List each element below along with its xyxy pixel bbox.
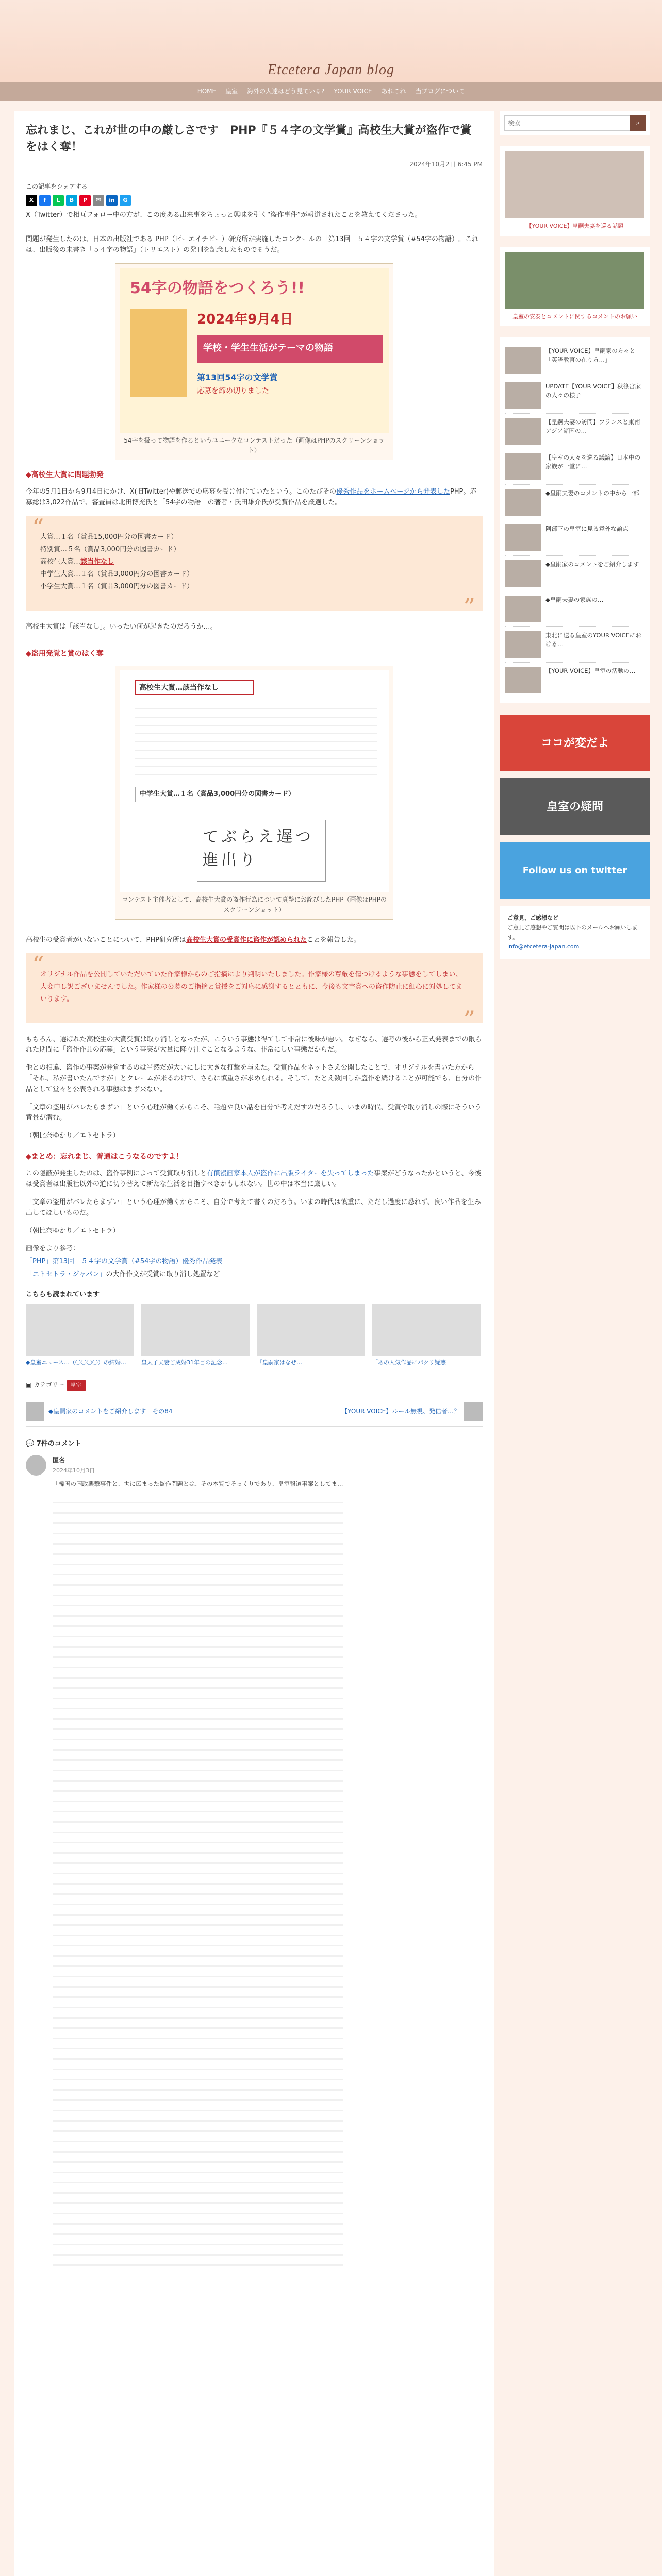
article-title: 忘れまじ、これが世の中の厳しさです PHP『５４字の文学賞』高校生大賞が盗作で賞をはく奪！ — [26, 124, 472, 154]
avatar — [26, 1455, 46, 1476]
source-link[interactable]: 「PHP」第13回 ５４字の文学賞（#54字の物語）優秀作品発表 — [26, 1258, 223, 1266]
contact-heading: ご意見、ご感想など — [507, 914, 558, 922]
paragraph: 「文章の盗用がバレたらまずい」という心理が働くからこそ、自分で考えて書くのだろう。いまの時代は慎重に、ただし過度に恐れず、良い作品を生み出してほしいものだ。 — [26, 1198, 481, 1217]
banner-weird[interactable]: ココが変だよ — [500, 715, 650, 771]
quote-line: 高校生大賞…該当作なし — [40, 558, 114, 566]
quote-close-icon: ” — [463, 1005, 475, 1033]
section-heading: ◆高校生大賞に問題勃発 — [26, 470, 104, 479]
recent-item[interactable]: 【YOUR VOICE】皇室の活動の… — [505, 663, 644, 698]
awards-quote — [26, 513, 483, 621]
fig2-line2: 中学生大賞…１名（賞品3,000円分の図書カード） — [135, 787, 377, 802]
featured-box-2 — [500, 247, 650, 327]
case-link[interactable]: 有償漫画家本人が盗作に出版ライターを失ってしまった — [207, 1170, 374, 1178]
recent-thumb — [505, 418, 541, 445]
related-thumb — [141, 1304, 250, 1356]
related-title[interactable]: ◆皇室ニュース…（〇〇〇〇）の結婚… — [26, 1359, 126, 1366]
recent-item[interactable]: ◆皇嗣夫妻のコメントの中から一部 — [505, 485, 644, 520]
featured-image[interactable] — [505, 151, 644, 218]
contact-body: ご意見ご感想やご質問は以下のメールへお願いします。 — [507, 924, 638, 941]
paragraph: 他との相違、盗作の事案が発覚するのは当然だが大いにしに大きな打撃を与えた。受賞作品をネットさえ公開したことで、オリジナルを書いた方から「それ、私が書いたんですが」とクレームが来るわけで、さらに慎重さが求められる。そして、たとえ数回しか盗作を続けることが可能でも、自分の作品として堂々と公表される事態はまず来ない。 — [26, 1064, 482, 1093]
apology-text-block — [135, 701, 377, 778]
main-nav — [0, 82, 662, 101]
etcetera-link[interactable]: 「エトセトラ・ジャパン」 — [26, 1270, 106, 1278]
comment-text: 「韓国の国政襲撃事件と、世に広まった盗作問題とは、その本質でそっくりであり、皇室報道事案としてま… — [53, 1480, 343, 1487]
paragraph: 問題が発生したのは、日本の出版社である PHP（ピーエイチピー）研究所が実施したコンクールの「第13回 ５４字の文学賞（#54字の物語）」。これは、出版後の未書き「５４字の物語」（トリエスト）の発刊を記念したものでそうだ。 — [26, 235, 479, 254]
paragraph: （朝比奈ゆかり／エトセトラ） — [26, 1227, 120, 1235]
category-label: カテゴリー — [34, 1381, 64, 1389]
fig1-note: 応募を締め切りました — [197, 386, 269, 395]
comments-heading: 💬 7件のコメント — [26, 1439, 81, 1448]
apology-quote — [26, 951, 483, 1033]
recent-thumb — [505, 667, 541, 693]
fig1-headline: 54字の物語をつくろう!! — [130, 279, 305, 297]
prev-post[interactable] — [26, 1402, 253, 1421]
recent-item[interactable]: 【皇嗣夫妻の訪問】フランスと東南アジア諸国の… — [505, 414, 644, 449]
comment-long-text — [53, 1493, 343, 2266]
prev-title[interactable]: ◆皇嗣家のコメントをご紹介します その84 — [48, 1408, 173, 1415]
sidebar — [500, 111, 650, 959]
article-date: 2024年10月2日 6:45 PM — [409, 160, 483, 168]
figure-caption: 54字を扱って物語を作るというユニークなコンテストだった（画像はPHPのスクリーンショット） — [124, 436, 385, 454]
paragraph: もちろん、選ばれた高校生の大賞受賞は取り消しとなったが、こういう事態は得てして非常に後味が悪い。なぜなら、選考の後から正式発表までの限られた期間に「盗作作品の応募」という事実が大量に降り注ぐことなるような、非常にしい事態だからだ。 — [26, 1035, 482, 1054]
related-thumb — [26, 1304, 134, 1356]
comment-body — [53, 1455, 343, 2266]
paragraph: この隠蔽が発生したのは、盗作事例によって受賞取り消しと有償漫画家本人が盗作に出版ライターを失ってしまった事案がどうなったかというと、今後は受賞者は出版社以外の道に切り替えて新たな生活を目指すべきかもしれない。世の中は本当に厳しい。 — [26, 1170, 482, 1189]
recent-thumb — [505, 524, 541, 551]
recent-thumb — [505, 489, 541, 516]
figure-caption: コンテスト主催者として、高校生大賞の盗作行為について真摯にお詫びしたPHP（画像はPHPのスクリーンショット） — [121, 896, 387, 913]
paragraph: 今年の5月1日から9月4日にかけ、X(旧Twitter)や郵送での応募を受け付けていたという。このたびその優秀作品をホームページから発表したPHP。応募総は3,022作品で、審査員は北田博充氏と「54字の物語」の著者・氏田雄介氏が受賞作品を厳選した。 — [26, 488, 477, 507]
figure-apology — [115, 666, 393, 919]
next-title[interactable]: 【YOUR VOICE】ルール無視、発信者…？ — [341, 1408, 460, 1415]
nav-imperial[interactable]: 皇室 — [225, 88, 238, 95]
recent-thumb — [505, 453, 541, 480]
search-input[interactable] — [504, 115, 630, 131]
related-item[interactable] — [257, 1304, 365, 1367]
comment-author: 匿名 — [53, 1456, 65, 1464]
category-tag[interactable]: 皇室 — [67, 1380, 86, 1391]
banner-question[interactable]: 皇室の疑問 — [500, 778, 650, 835]
share-hatena-icon[interactable]: B — [66, 195, 77, 206]
nav-home[interactable]: HOME — [197, 88, 217, 95]
fig2-line1: 高校生大賞…該当作なし — [135, 680, 254, 695]
book-cover-image — [130, 309, 187, 397]
recent-thumb — [505, 631, 541, 658]
next-thumb — [464, 1402, 483, 1421]
recent-thumb — [505, 347, 541, 374]
share-pinterest-icon[interactable]: P — [79, 195, 91, 206]
recent-thumb — [505, 596, 541, 622]
recent-item[interactable]: ◆皇嗣夫妻の家族の… — [505, 591, 644, 627]
quote-text: オリジナル作品を公開していただいていた作家様からのご指摘により判明いたしました。作家様の尊厳を傷つけるような事態をしてしまい、大変申し訳ございませんでした。作家様の公募のご指摘と賞授をご対応に感謝するとともに、今後も文字賞への盗作防止に細心に対処してまいります。 — [40, 970, 463, 1003]
apology-screenshot — [120, 670, 389, 892]
featured-box — [500, 146, 650, 236]
share-facebook-icon[interactable]: f — [39, 195, 51, 206]
quote-open-icon: “ — [32, 513, 44, 541]
search-icon[interactable]: ⌕ — [630, 115, 646, 131]
related-item[interactable] — [141, 1304, 250, 1367]
figure-contest — [115, 263, 393, 460]
fig1-sub: 学校・学生生活がテーマの物語 — [197, 335, 383, 363]
section-heading: ◆盗用発覚と賞のはく奪 — [26, 649, 104, 658]
share-label: この記事をシェアする — [26, 182, 88, 190]
quote-line: 小学生大賞…１名（賞品3,000円分の図書カード） — [40, 583, 194, 591]
site-header — [0, 0, 662, 82]
recent-item[interactable]: UPDATE【YOUR VOICE】秋篠宮家の人々の様子 — [505, 378, 644, 414]
comment — [26, 1455, 483, 2266]
recent-thumb — [505, 382, 541, 409]
recent-item[interactable]: 【皇室の人々を巡る議論】日本中の家族が一堂に… — [505, 449, 644, 485]
contact-box — [500, 906, 650, 959]
paragraph: 高校生の受賞者がいないことについて、PHP研究所は高校生大賞の受賞作に盗作が認められたことを報告した。 — [26, 936, 360, 944]
contact-mail[interactable]: info@etcetera-japan.com — [507, 943, 580, 951]
related-heading: こちらも読まれています — [26, 1290, 100, 1298]
category-row — [26, 1380, 483, 1391]
featured-image-2[interactable] — [505, 252, 644, 309]
paragraph: 「文章の盗用がバレたらまずい」という心理が働くからこそ、話題や良い話を自分で考えだすのだろうし、いまの時代、受賞や取り消しの際にそういう背景が潜む。 — [26, 1103, 482, 1122]
recent-item[interactable]: 【YOUR VOICE】皇嗣家の方々と「英語教育の在り方…」 — [505, 343, 644, 378]
results-link[interactable]: 優秀作品をホームページから発表した — [336, 488, 450, 496]
comment-icon: 💬 — [26, 1439, 35, 1448]
paragraph: X（Twitter）で相互フォロー中の方が、この度ある出来事をちょっと興味を引く“盗作事件”が報道されたことを教えてくださった。 — [26, 211, 422, 219]
recent-thumb — [505, 560, 541, 587]
article-main — [14, 111, 494, 2576]
related-posts — [26, 1304, 483, 1367]
quote-open-icon: “ — [32, 951, 44, 979]
nav-about[interactable]: 当ブログについて — [415, 88, 465, 95]
comment-time[interactable]: 2024年10月3日 — [53, 1467, 95, 1474]
related-title[interactable]: 「皇嗣家はなぜ…」 — [257, 1359, 308, 1366]
quote-line: 特別賞…５名（賞品3,000円分の図書カード） — [40, 545, 180, 553]
related-thumb — [372, 1304, 481, 1356]
site-title[interactable]: Etcetera Japan blog — [267, 62, 395, 78]
quote-close-icon: ” — [463, 593, 475, 621]
share-line-icon[interactable]: L — [53, 195, 64, 206]
related-item[interactable] — [26, 1304, 134, 1367]
share-x-icon[interactable]: X — [26, 195, 37, 206]
recent-item[interactable]: 東北に送る皇室のYOUR VOICEにおける… — [505, 627, 644, 663]
recent-posts — [500, 337, 650, 703]
quote-line: 中学生大賞…１名（賞品3,000円分の図書カード） — [40, 570, 194, 579]
share-linkedin-icon[interactable]: in — [106, 195, 118, 206]
contest-screenshot — [120, 268, 389, 433]
share-mail-icon[interactable]: ✉ — [93, 195, 104, 206]
nav-overseas[interactable]: 海外の人達はどう見ている? — [247, 88, 325, 95]
next-post[interactable] — [256, 1402, 483, 1421]
banner-twitter[interactable]: Follow us on twitter — [500, 842, 650, 899]
nav-misc[interactable]: あれこれ — [381, 88, 406, 95]
related-item[interactable] — [372, 1304, 481, 1367]
share-google-icon[interactable]: G — [120, 195, 131, 206]
featured-caption-2[interactable]: 皇室の安泰とコメントに関するコメントのお願い — [512, 313, 637, 320]
recent-item[interactable]: ◆皇嗣家のコメントをご紹介します — [505, 556, 644, 591]
paragraph: （朝比奈ゆかり／エトセトラ） — [26, 1132, 120, 1140]
quote-line: 大賞…１名（賞品15,000円分の図書カード） — [40, 533, 178, 541]
share-buttons — [26, 195, 483, 206]
nav-your-voice[interactable]: YOUR VOICE — [334, 88, 372, 95]
prev-thumb — [26, 1402, 44, 1421]
related-title[interactable]: 「あの人気作品にパクリ疑惑」 — [372, 1359, 452, 1366]
post-pager — [26, 1397, 483, 1427]
section-heading: ◆まとめ：忘れまじ、普通はこうなるのですよ！ — [26, 1153, 183, 1161]
fig1-round: 第13回54字の文学賞 — [197, 372, 278, 382]
related-thumb — [257, 1304, 365, 1356]
fig2-grid: てぶらえ遅つ進出り — [197, 820, 326, 882]
fig1-date: 2024年9月4日 — [197, 311, 293, 327]
search-box — [500, 111, 650, 135]
sources-label: 画像をより参考： — [26, 1245, 80, 1253]
featured-caption[interactable]: 【YOUR VOICE】皇嗣夫妻を巡る話題 — [526, 223, 624, 229]
folder-icon: ▣ — [26, 1381, 32, 1389]
paragraph: 高校生大賞は「該当なし」。いったい何が起きたのだろうか…。 — [26, 623, 217, 631]
paragraph: 「エトセトラ・ジャパン」の大作作文が受賞に取り消し処置など — [26, 1270, 220, 1278]
related-title[interactable]: 皇太子夫妻ご成婚31年目の記念… — [141, 1359, 228, 1366]
recent-item[interactable]: 阿部下の皇室に見る意外な論点 — [505, 520, 644, 556]
